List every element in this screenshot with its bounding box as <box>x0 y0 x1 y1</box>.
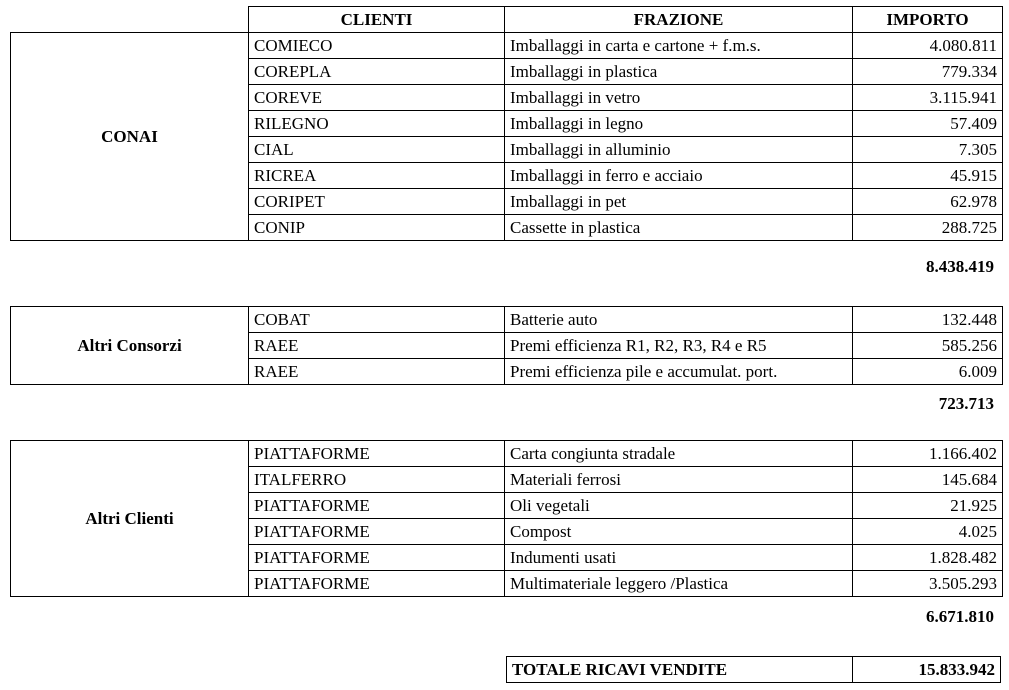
header-clienti: CLIENTI <box>249 7 505 33</box>
cliente-cell: PIATTAFORME <box>249 519 505 545</box>
cliente-cell: CONIP <box>249 215 505 241</box>
importo-cell: 1.828.482 <box>853 545 1003 571</box>
frazione-cell: Materiali ferrosi <box>505 467 853 493</box>
totale-row <box>507 657 1001 683</box>
importo-cell: 7.305 <box>853 137 1003 163</box>
subtotal-altri-clienti: 6.671.810 <box>926 607 994 626</box>
subtotal-conai: 8.438.419 <box>926 257 994 276</box>
importo-cell: 45.915 <box>853 163 1003 189</box>
group-label-altri-clienti: Altri Clienti <box>11 441 249 597</box>
frazione-cell: Imballaggi in legno <box>505 111 853 137</box>
cliente-cell: RICREA <box>249 163 505 189</box>
frazione-cell: Premi efficienza R1, R2, R3, R4 e R5 <box>505 333 853 359</box>
frazione-cell: Multimateriale leggero /Plastica <box>505 571 853 597</box>
importo-cell: 4.080.811 <box>853 33 1003 59</box>
cliente-cell: RILEGNO <box>249 111 505 137</box>
cliente-cell: CORIPET <box>249 189 505 215</box>
importo-cell: 145.684 <box>853 467 1003 493</box>
altri-consorzi-table <box>10 306 1003 385</box>
table-row <box>11 441 1003 467</box>
cliente-cell: PIATTAFORME <box>249 545 505 571</box>
frazione-cell: Imballaggi in pet <box>505 189 853 215</box>
importo-cell: 4.025 <box>853 519 1003 545</box>
frazione-cell: Premi efficienza pile e accumulat. port. <box>505 359 853 385</box>
importo-cell: 3.505.293 <box>853 571 1003 597</box>
table-row <box>11 307 1003 333</box>
header-row <box>11 7 1003 33</box>
cliente-cell: ITALFERRO <box>249 467 505 493</box>
frazione-cell: Imballaggi in ferro e acciaio <box>505 163 853 189</box>
frazione-cell: Carta congiunta stradale <box>505 441 853 467</box>
frazione-cell: Oli vegetali <box>505 493 853 519</box>
subtotal-altri-consorzi: 723.713 <box>938 394 994 413</box>
importo-cell: 57.409 <box>853 111 1003 137</box>
importo-cell: 288.725 <box>853 215 1003 241</box>
conai-table <box>10 6 1003 241</box>
importo-cell: 62.978 <box>853 189 1003 215</box>
importo-cell: 779.334 <box>853 59 1003 85</box>
header-frazione: FRAZIONE <box>505 7 853 33</box>
cliente-cell: PIATTAFORME <box>249 493 505 519</box>
importo-cell: 6.009 <box>853 359 1003 385</box>
cliente-cell: PIATTAFORME <box>249 571 505 597</box>
frazione-cell: Imballaggi in vetro <box>505 85 853 111</box>
header-empty-cell <box>11 7 249 33</box>
altri-clienti-table <box>10 440 1003 597</box>
importo-cell: 585.256 <box>853 333 1003 359</box>
importo-cell: 3.115.941 <box>853 85 1003 111</box>
cliente-cell: CIAL <box>249 137 505 163</box>
cliente-cell: COREVE <box>249 85 505 111</box>
frazione-cell: Batterie auto <box>505 307 853 333</box>
cliente-cell: RAEE <box>249 333 505 359</box>
cliente-cell: COREPLA <box>249 59 505 85</box>
totale-table <box>506 656 1001 683</box>
group-label-conai: CONAI <box>11 33 249 241</box>
importo-cell: 21.925 <box>853 493 1003 519</box>
cliente-cell: COBAT <box>249 307 505 333</box>
frazione-cell: Imballaggi in plastica <box>505 59 853 85</box>
totale-label: TOTALE RICAVI VENDITE <box>507 657 853 683</box>
frazione-cell: Compost <box>505 519 853 545</box>
cliente-cell: PIATTAFORME <box>249 441 505 467</box>
frazione-cell: Imballaggi in carta e cartone + f.m.s. <box>505 33 853 59</box>
frazione-cell: Indumenti usati <box>505 545 853 571</box>
table-row <box>11 33 1003 59</box>
group-label-altri-consorzi: Altri Consorzi <box>11 307 249 385</box>
cliente-cell: RAEE <box>249 359 505 385</box>
importo-cell: 1.166.402 <box>853 441 1003 467</box>
frazione-cell: Cassette in plastica <box>505 215 853 241</box>
importo-cell: 132.448 <box>853 307 1003 333</box>
totale-value: 15.833.942 <box>853 657 1001 683</box>
frazione-cell: Imballaggi in alluminio <box>505 137 853 163</box>
cliente-cell: COMIECO <box>249 33 505 59</box>
header-importo: IMPORTO <box>853 7 1003 33</box>
